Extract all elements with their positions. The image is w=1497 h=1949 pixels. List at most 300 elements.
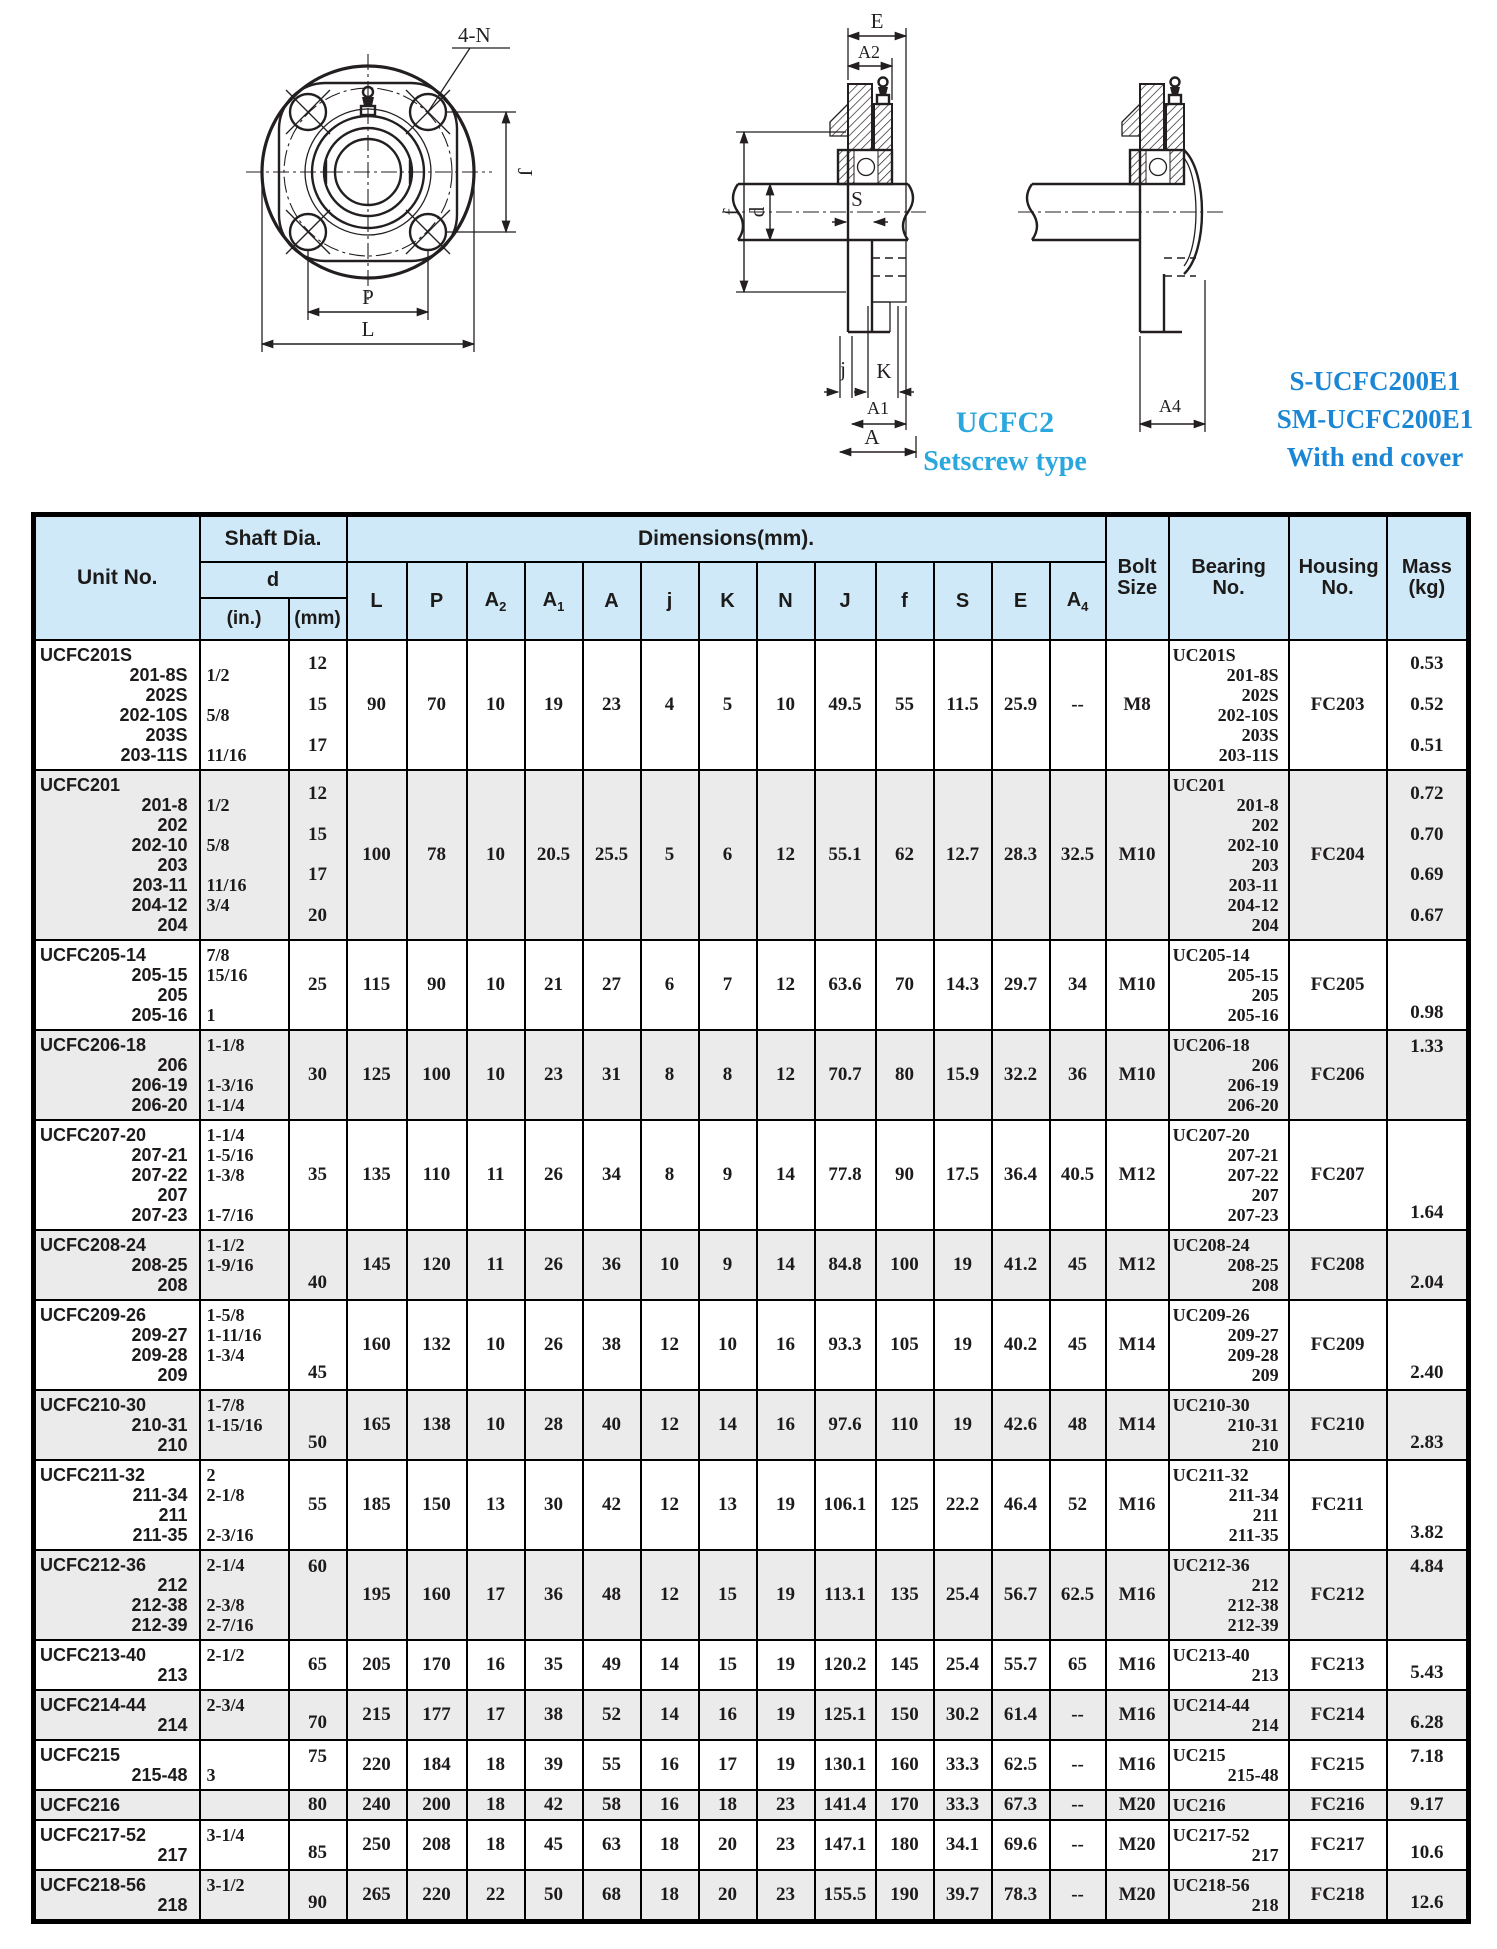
dim-j-cell: 113.1 (815, 1550, 876, 1640)
housing-no-cell: FC206 (1289, 1030, 1387, 1120)
caption-setscrew: Setscrew type (923, 446, 1087, 477)
dim-e-cell: 32.2 (992, 1030, 1050, 1120)
housing-no-cell: FC215 (1289, 1740, 1387, 1790)
dim-a-cell: 63 (583, 1820, 641, 1870)
dim-j-cell: 12 (641, 1550, 699, 1640)
spec-row-ucfc209-26 (34, 1300, 1469, 1390)
dim-e-cell: 56.7 (992, 1550, 1050, 1640)
dim-p-cell: 132 (407, 1300, 467, 1390)
dim-e-cell: 29.7 (992, 940, 1050, 1030)
housing-no-cell: FC211 (1289, 1460, 1387, 1550)
dim-l-cell: 145 (347, 1230, 407, 1300)
dim-a-cell: 49 (583, 1640, 641, 1690)
dim-s-cell: 14.3 (934, 940, 992, 1030)
dim-k-cell: 18 (699, 1790, 757, 1820)
dim-p-cell: 120 (407, 1230, 467, 1300)
spec-row-ucfc205-14 (34, 940, 1469, 1030)
dim-a1-cell: 42 (525, 1790, 583, 1820)
dim-a1-cell: 30 (525, 1460, 583, 1550)
unit-no-cell: UCFC206-18 206 206-19 206-20 (34, 1030, 200, 1120)
spec-row-ucfc210-30 (34, 1390, 1469, 1460)
dim-a1-cell: 26 (525, 1300, 583, 1390)
dim-a4-cell: 52 (1050, 1460, 1106, 1550)
caption-end-cover (1277, 366, 1474, 472)
mass-cell: 0.72 0.70 0.69 0.67 (1387, 770, 1469, 940)
shaft-dia-mm-cell: 80 (289, 1790, 347, 1820)
bearing-no-cell: UC201 201-8 202 202-10 203 203-11 204-12 204 (1169, 770, 1289, 940)
unit-no-cell: UCFC201S 201-8S 202S 202-10S 203S 203-11S (34, 640, 200, 770)
shaft-dia-inch-cell: 1-1/4 1-5/16 1-3/8 1-7/16 (200, 1120, 289, 1230)
shaft-dia-mm-cell: 90 (289, 1870, 347, 1922)
spec-row-ucfc206-18 (34, 1030, 1469, 1120)
mass-cell: 1.64 (1387, 1120, 1469, 1230)
shaft-dia-mm-cell: 65 (289, 1640, 347, 1690)
dim-a-cell: 27 (583, 940, 641, 1030)
dim-k-cell: 16 (699, 1690, 757, 1740)
caption-with-end-cover: With end cover (1286, 442, 1464, 472)
dim-j-cell: 130.1 (815, 1740, 876, 1790)
unit-no-cell: UCFC215 215-48 (34, 1740, 200, 1790)
shaft-dia-mm-cell: 12 15 17 (289, 640, 347, 770)
col-header-j: J (815, 562, 876, 640)
shaft-dia-inch-cell: 2-3/4 (200, 1690, 289, 1740)
shaft-dia-inch-cell: 1/2 5/8 11/16 (200, 640, 289, 770)
dim-s-cell: 19 (934, 1300, 992, 1390)
dim-a-cell: 36 (583, 1230, 641, 1300)
shaft-dia-inch-cell (200, 1790, 289, 1820)
dim-n-cell: 12 (757, 770, 815, 940)
dim-a1-cell: 35 (525, 1640, 583, 1690)
dim-a1-cell: 50 (525, 1870, 583, 1922)
housing-no-cell: FC203 (1289, 640, 1387, 770)
mass-cell: 5.43 (1387, 1640, 1469, 1690)
dim-k-cell: 8 (699, 1030, 757, 1120)
dim-a4-cell: 48 (1050, 1390, 1106, 1460)
dim-a2-cell: 10 (467, 640, 525, 770)
dim-j-cell: 70.7 (815, 1030, 876, 1120)
dim-s-cell: 19 (934, 1230, 992, 1300)
housing-no-cell: FC209 (1289, 1300, 1387, 1390)
spec-row-ucfc201 (34, 770, 1469, 940)
unit-no-cell: UCFC209-26 209-27 209-28 209 (34, 1300, 200, 1390)
dim-e-cell: 67.3 (992, 1790, 1050, 1820)
shaft-dia-mm-cell: 35 (289, 1120, 347, 1230)
dim-a1-cell: 23 (525, 1030, 583, 1120)
bolt-size-cell: M14 (1106, 1390, 1169, 1460)
mass-cell: 3.82 (1387, 1460, 1469, 1550)
shaft-dia-inch-cell: 7/8 15/16 1 (200, 940, 289, 1030)
dim-s-cell: 11.5 (934, 640, 992, 770)
mass-cell: 1.33 (1387, 1030, 1469, 1120)
spec-row-ucfc208-24 (34, 1230, 1469, 1300)
col-header-k: K (699, 562, 757, 640)
dim-n-cell: 19 (757, 1460, 815, 1550)
dim-k-cell: 10 (699, 1300, 757, 1390)
shaft-dia-mm-cell: 60 (289, 1550, 347, 1640)
dim-a2-cell: 13 (467, 1460, 525, 1550)
col-header-f: f (876, 562, 934, 640)
shaft-dia-inch-cell: 1-5/8 1-11/16 1-3/4 (200, 1300, 289, 1390)
bolt-size-cell: M10 (1106, 940, 1169, 1030)
dim-a2-cell: 11 (467, 1230, 525, 1300)
dim-j-cell: 147.1 (815, 1820, 876, 1870)
shaft-dia-mm-cell: 30 (289, 1030, 347, 1120)
col-header-unit-no: Unit No. (34, 515, 200, 641)
shaft-dia-inch-cell: 2-1/4 2-3/8 2-7/16 (200, 1550, 289, 1640)
dim-l-cell: 90 (347, 640, 407, 770)
shaft-dia-inch-cell: 1-1/8 1-3/16 1-1/4 (200, 1030, 289, 1120)
spec-row-ucfc216 (34, 1790, 1469, 1820)
dim-l-cell: 265 (347, 1870, 407, 1922)
bearing-no-cell: UC201S 201-8S 202S 202-10S 203S 203-11S (1169, 640, 1289, 770)
spec-row-ucfc214-44 (34, 1690, 1469, 1740)
dim-p-cell: 90 (407, 940, 467, 1030)
bolt-size-cell: M20 (1106, 1820, 1169, 1870)
caption-sm-ucfc200e1: SM-UCFC200E1 (1276, 404, 1474, 434)
unit-no-cell: UCFC210-30 210-31 210 (34, 1390, 200, 1460)
dim-p-cell: 150 (407, 1460, 467, 1550)
bolt-size-cell: M20 (1106, 1870, 1169, 1922)
specification-table (31, 512, 1471, 1924)
dim-a2-cell: 10 (467, 770, 525, 940)
bolt-size-cell: M16 (1106, 1690, 1169, 1740)
shaft-dia-inch-cell: 1-1/2 1-9/16 (200, 1230, 289, 1300)
dim-l-cell: 195 (347, 1550, 407, 1640)
unit-no-cell: UCFC217-52 217 (34, 1820, 200, 1870)
dim-a1-cell: 28 (525, 1390, 583, 1460)
col-header-a4: $A_4$ (1050, 562, 1106, 640)
dim-a4-cell: -- (1050, 1870, 1106, 1922)
dim-a-cell: 42 (583, 1460, 641, 1550)
unit-no-cell: UCFC216 (34, 1790, 200, 1820)
dim-n-cell: 23 (757, 1790, 815, 1820)
dim-f-cell: 100 (876, 1230, 934, 1300)
shaft-dia-inch-cell: 3-1/2 (200, 1870, 289, 1922)
spec-row-ucfc218-56 (34, 1870, 1469, 1922)
dim-a2-cell: 18 (467, 1740, 525, 1790)
spec-row-ucfc207-20 (34, 1120, 1469, 1230)
bearing-no-cell: UC210-30 210-31 210 (1169, 1390, 1289, 1460)
col-header-bearing-no: Bearing No. (1169, 515, 1289, 641)
dim-l-cell: 240 (347, 1790, 407, 1820)
dim-p-cell: 70 (407, 640, 467, 770)
dim-e-cell: 46.4 (992, 1460, 1050, 1550)
dim-a-cell: 52 (583, 1690, 641, 1740)
dim-a4-cell: -- (1050, 640, 1106, 770)
dim-label-s: S (851, 187, 863, 211)
unit-no-cell: UCFC208-24 208-25 208 (34, 1230, 200, 1300)
shaft-dia-inch-cell: 2 2-1/8 2-3/16 (200, 1460, 289, 1550)
unit-no-cell: UCFC218-56 218 (34, 1870, 200, 1922)
dim-j-cell: 63.6 (815, 940, 876, 1030)
shaft-dia-mm-cell: 12 15 17 20 (289, 770, 347, 940)
dim-s-cell: 12.7 (934, 770, 992, 940)
col-header-s: S (934, 562, 992, 640)
dim-label-a: A (864, 425, 880, 449)
bolt-size-cell: M10 (1106, 1030, 1169, 1120)
dim-f-cell: 90 (876, 1120, 934, 1230)
col-header-a2: $A_2$ (467, 562, 525, 640)
bearing-no-cell: UC218-56 218 (1169, 1870, 1289, 1922)
mass-cell: 10.6 (1387, 1820, 1469, 1870)
col-header-mass: Mass (kg) (1387, 515, 1469, 641)
unit-no-cell: UCFC213-40 213 (34, 1640, 200, 1690)
dim-n-cell: 12 (757, 940, 815, 1030)
shaft-dia-mm-cell: 50 (289, 1390, 347, 1460)
unit-no-cell: UCFC201 201-8 202 202-10 203 203-11 204-12 204 (34, 770, 200, 940)
dim-label-a4: A4 (1159, 396, 1181, 416)
dim-j-cell: 84.8 (815, 1230, 876, 1300)
bearing-no-cell: UC205-14 205-15 205 205-16 (1169, 940, 1289, 1030)
dim-a4-cell: 40.5 (1050, 1120, 1106, 1230)
dim-k-cell: 7 (699, 940, 757, 1030)
dim-j-cell: 12 (641, 1460, 699, 1550)
mass-cell: 4.84 (1387, 1550, 1469, 1640)
dim-s-cell: 30.2 (934, 1690, 992, 1740)
dim-a4-cell: 65 (1050, 1640, 1106, 1690)
dim-l-cell: 125 (347, 1030, 407, 1120)
shaft-dia-inch-cell: 1/2 5/8 11/16 3/4 (200, 770, 289, 940)
dim-k-cell: 17 (699, 1740, 757, 1790)
dim-label-a1: A1 (867, 398, 889, 418)
shaft-dia-mm-cell: 25 (289, 940, 347, 1030)
bearing-no-cell: UC214-44 214 (1169, 1690, 1289, 1740)
dim-a-cell: 40 (583, 1390, 641, 1460)
dim-l-cell: 220 (347, 1740, 407, 1790)
bearing-no-cell: UC209-26 209-27 209-28 209 (1169, 1300, 1289, 1390)
dim-e-cell: 62.5 (992, 1740, 1050, 1790)
col-header-l: L (347, 562, 407, 640)
dim-a-cell: 55 (583, 1740, 641, 1790)
dim-a-cell: 34 (583, 1120, 641, 1230)
dim-p-cell: 160 (407, 1550, 467, 1640)
dim-f-cell: 150 (876, 1690, 934, 1740)
dim-a-cell: 25.5 (583, 770, 641, 940)
dim-j-cell: 18 (641, 1870, 699, 1922)
dim-a2-cell: 18 (467, 1790, 525, 1820)
dim-f-cell: 62 (876, 770, 934, 940)
dim-n-cell: 14 (757, 1230, 815, 1300)
dim-f-cell: 145 (876, 1640, 934, 1690)
dim-k-cell: 15 (699, 1550, 757, 1640)
dim-n-cell: 19 (757, 1640, 815, 1690)
dim-k-cell: 5 (699, 640, 757, 770)
dim-f-cell: 160 (876, 1740, 934, 1790)
dim-a2-cell: 16 (467, 1640, 525, 1690)
mass-cell: 2.40 (1387, 1300, 1469, 1390)
shaft-dia-mm-cell: 70 (289, 1690, 347, 1740)
dim-n-cell: 12 (757, 1030, 815, 1120)
dim-e-cell: 42.6 (992, 1390, 1050, 1460)
bolt-size-cell: M12 (1106, 1230, 1169, 1300)
dim-j-cell: 141.4 (815, 1790, 876, 1820)
dim-s-cell: 25.4 (934, 1640, 992, 1690)
dim-n-cell: 16 (757, 1390, 815, 1460)
bearing-no-cell: UC216 (1169, 1790, 1289, 1820)
dim-label-d: d (745, 206, 769, 218)
dim-e-cell: 40.2 (992, 1300, 1050, 1390)
caption-s-ucfc200e1: S-UCFC200E1 (1289, 366, 1461, 396)
col-header-e: E (992, 562, 1050, 640)
unit-no-cell: UCFC214-44 214 (34, 1690, 200, 1740)
dim-f-cell: 190 (876, 1870, 934, 1922)
dim-e-cell: 61.4 (992, 1690, 1050, 1740)
dim-label-p: P (362, 285, 374, 309)
dim-a4-cell: 45 (1050, 1300, 1106, 1390)
dim-s-cell: 25.4 (934, 1550, 992, 1640)
dim-k-cell: 20 (699, 1820, 757, 1870)
col-header-bolt-size: Bolt Size (1106, 515, 1169, 641)
dim-a2-cell: 18 (467, 1820, 525, 1870)
dim-a4-cell: 32.5 (1050, 770, 1106, 940)
housing-no-cell: FC218 (1289, 1870, 1387, 1922)
dim-j-cell: 93.3 (815, 1300, 876, 1390)
dim-p-cell: 200 (407, 1790, 467, 1820)
dim-j-cell: 5 (641, 770, 699, 940)
bolt-holes-label: 4-N (458, 23, 491, 47)
dim-j-cell: 18 (641, 1820, 699, 1870)
shaft-dia-mm-cell: 85 (289, 1820, 347, 1870)
shaft-dia-inch-cell: 1-7/8 1-15/16 (200, 1390, 289, 1460)
dim-p-cell: 220 (407, 1870, 467, 1922)
unit-no-cell: UCFC212-36 212 212-38 212-39 (34, 1550, 200, 1640)
dim-e-cell: 28.3 (992, 770, 1050, 940)
shaft-dia-mm-cell: 45 (289, 1300, 347, 1390)
dim-j-cell: 16 (641, 1790, 699, 1820)
dim-s-cell: 33.3 (934, 1740, 992, 1790)
dim-f-cell: 135 (876, 1550, 934, 1640)
dim-f-cell: 170 (876, 1790, 934, 1820)
dim-label-k: K (876, 359, 892, 383)
bearing-no-cell: UC208-24 208-25 208 (1169, 1230, 1289, 1300)
dim-label-j-front: J (513, 167, 537, 177)
dim-p-cell: 110 (407, 1120, 467, 1230)
dim-j-cell: 125.1 (815, 1690, 876, 1740)
dim-e-cell: 78.3 (992, 1870, 1050, 1922)
shaft-dia-mm-cell: 40 (289, 1230, 347, 1300)
bolt-size-cell: M8 (1106, 640, 1169, 770)
dim-a4-cell: 45 (1050, 1230, 1106, 1300)
dim-s-cell: 39.7 (934, 1870, 992, 1922)
dim-a2-cell: 10 (467, 1030, 525, 1120)
dim-j-cell: 10 (641, 1230, 699, 1300)
dim-e-cell: 36.4 (992, 1120, 1050, 1230)
dim-a2-cell: 11 (467, 1120, 525, 1230)
dim-a2-cell: 10 (467, 940, 525, 1030)
shaft-dia-inch-cell: 2-1/2 (200, 1640, 289, 1690)
technical-drawings (0, 0, 1497, 512)
dim-l-cell: 215 (347, 1690, 407, 1740)
dim-k-cell: 20 (699, 1870, 757, 1922)
dim-p-cell: 138 (407, 1390, 467, 1460)
col-header-a1: $A_1$ (525, 562, 583, 640)
housing-no-cell: FC213 (1289, 1640, 1387, 1690)
shaft-dia-inch-cell: 3 (200, 1740, 289, 1790)
dim-label-l: L (361, 317, 375, 341)
dim-n-cell: 23 (757, 1820, 815, 1870)
dim-j-cell: 55.1 (815, 770, 876, 940)
dim-p-cell: 208 (407, 1820, 467, 1870)
housing-no-cell: FC207 (1289, 1120, 1387, 1230)
housing-no-cell: FC204 (1289, 770, 1387, 940)
dim-label-f: f (719, 208, 743, 216)
caption-setscrew-type (923, 406, 1087, 477)
col-header-inch: (in.) (200, 598, 289, 640)
dim-j-cell: 14 (641, 1690, 699, 1740)
spec-row-ucfc217-52 (34, 1820, 1469, 1870)
spec-row-ucfc212-36 (34, 1550, 1469, 1640)
caption-ucfc2: UCFC2 (955, 406, 1055, 439)
bolt-size-cell: M14 (1106, 1300, 1169, 1390)
spec-row-ucfc213-40 (34, 1640, 1469, 1690)
bearing-no-cell: UC206-18 206 206-19 206-20 (1169, 1030, 1289, 1120)
bolt-size-cell: M20 (1106, 1790, 1169, 1820)
bolt-size-cell: M10 (1106, 770, 1169, 940)
dim-s-cell: 34.1 (934, 1820, 992, 1870)
col-header-p: P (407, 562, 467, 640)
dim-j-cell: 106.1 (815, 1460, 876, 1550)
dim-label-j-side: j (840, 357, 846, 381)
dim-j-cell: 16 (641, 1740, 699, 1790)
housing-no-cell: FC216 (1289, 1790, 1387, 1820)
dim-k-cell: 6 (699, 770, 757, 940)
dim-s-cell: 15.9 (934, 1030, 992, 1120)
dim-n-cell: 19 (757, 1740, 815, 1790)
housing-no-cell: FC212 (1289, 1550, 1387, 1640)
mass-cell: 0.53 0.52 0.51 (1387, 640, 1469, 770)
dim-a4-cell: -- (1050, 1690, 1106, 1740)
dim-a1-cell: 21 (525, 940, 583, 1030)
end-cover-view-drawing (1018, 78, 1226, 433)
dim-l-cell: 115 (347, 940, 407, 1030)
dim-l-cell: 250 (347, 1820, 407, 1870)
dim-a1-cell: 26 (525, 1120, 583, 1230)
spec-row-ucfc201s (34, 640, 1469, 770)
dim-a1-cell: 39 (525, 1740, 583, 1790)
dim-a1-cell: 26 (525, 1230, 583, 1300)
spec-row-ucfc211-32 (34, 1460, 1469, 1550)
col-header-shaft-dia: Shaft Dia. (200, 515, 347, 563)
front-view-drawing (246, 23, 537, 352)
housing-no-cell: FC205 (1289, 940, 1387, 1030)
dim-j-cell: 120.2 (815, 1640, 876, 1690)
dim-n-cell: 19 (757, 1550, 815, 1640)
unit-no-cell: UCFC207-20 207-21 207-22 207 207-23 (34, 1120, 200, 1230)
dim-n-cell: 16 (757, 1300, 815, 1390)
col-header-mm: (mm) (289, 598, 347, 640)
dim-a4-cell: -- (1050, 1790, 1106, 1820)
mass-cell: 2.04 (1387, 1230, 1469, 1300)
dim-s-cell: 17.5 (934, 1120, 992, 1230)
col-header-housing-no: Housing No. (1289, 515, 1387, 641)
dim-j-cell: 4 (641, 640, 699, 770)
dim-e-cell: 41.2 (992, 1230, 1050, 1300)
bearing-no-cell: UC211-32 211-34 211 211-35 (1169, 1460, 1289, 1550)
dim-k-cell: 9 (699, 1120, 757, 1230)
dim-s-cell: 19 (934, 1390, 992, 1460)
section-view-drawing (719, 9, 926, 458)
dim-f-cell: 70 (876, 940, 934, 1030)
dim-a2-cell: 22 (467, 1870, 525, 1922)
dim-e-cell: 25.9 (992, 640, 1050, 770)
dim-l-cell: 185 (347, 1460, 407, 1550)
spec-row-ucfc215 (34, 1740, 1469, 1790)
bolt-size-cell: M16 (1106, 1740, 1169, 1790)
dim-a4-cell: 62.5 (1050, 1550, 1106, 1640)
dim-j-cell: 8 (641, 1030, 699, 1120)
dim-j-cell: 155.5 (815, 1870, 876, 1922)
dim-l-cell: 205 (347, 1640, 407, 1690)
